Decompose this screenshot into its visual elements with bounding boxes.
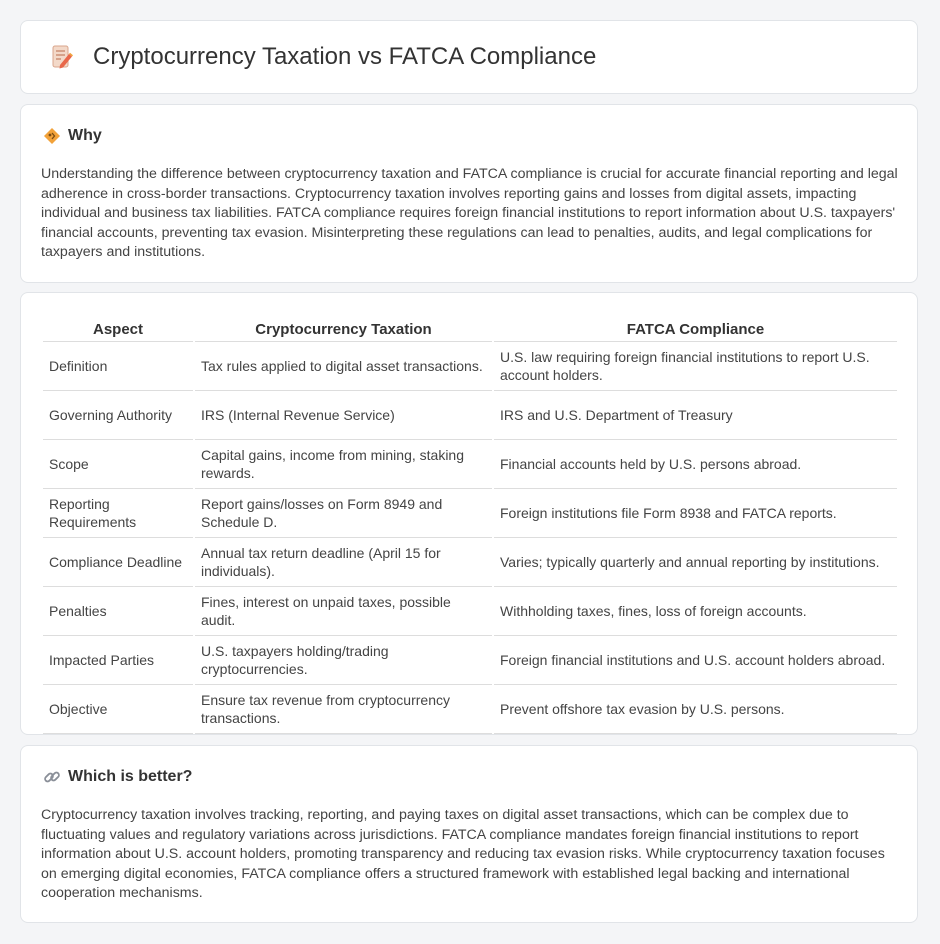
comparison-table-card: [20, 292, 918, 735]
crypto-cell: Annual tax return deadline (April 15 for individuals).: [195, 538, 492, 587]
crypto-cell: Fines, interest on unpaid taxes, possible audit.: [195, 587, 492, 636]
aspect-cell: Scope: [43, 440, 193, 489]
fatca-cell: IRS and U.S. Department of Treasury: [494, 391, 897, 440]
table-row: [43, 391, 897, 440]
table-row: [43, 440, 897, 489]
why-text: Understanding the difference between cryptocurrency taxation and FATCA compliance is crucial for accurate financial reporting and legal adherence in cross-border transactions. Cryptocurrency taxation involves reporting gains and losses from digital assets, impacting individual and business tax liabilities. FATCA compliance requires foreign financial institutions to report information about U.S. taxpayers' financial accounts, preventing tax evasion. Misinterpreting these regulations can lead to penalties, audits, and legal complications for taxpayers and institutions.: [41, 166, 898, 261]
crypto-cell: U.S. taxpayers holding/trading cryptocurrencies.: [195, 636, 492, 685]
aspect-cell: Objective: [43, 685, 193, 734]
link-icon: [43, 768, 61, 786]
page-title: Cryptocurrency Taxation vs FATCA Compliance: [93, 43, 597, 70]
crypto-cell: Capital gains, income from mining, staking rewards.: [195, 440, 492, 489]
crypto-cell: Report gains/losses on Form 8949 and Schedule D.: [195, 489, 492, 538]
aspect-cell: Governing Authority: [43, 391, 193, 440]
table-row: [43, 489, 897, 538]
column-header-crypto: Cryptocurrency Taxation: [195, 313, 492, 342]
table-row: [43, 685, 897, 734]
aspect-cell: Reporting Requirements: [43, 489, 193, 538]
better-heading: Which is better?: [68, 768, 193, 785]
document-pencil-icon: [47, 43, 75, 71]
fatca-cell: Financial accounts held by U.S. persons abroad.: [494, 440, 897, 489]
table-row: [43, 342, 897, 391]
column-header-aspect: Aspect: [43, 313, 193, 342]
why-heading: Why: [68, 127, 102, 144]
column-header-fatca: FATCA Compliance: [494, 313, 897, 342]
fatca-cell: Varies; typically quarterly and annual reporting by institutions.: [494, 538, 897, 587]
table-header-row: [43, 313, 897, 342]
table-row: [43, 636, 897, 685]
which-is-better-section: [20, 745, 918, 923]
aspect-cell: Impacted Parties: [43, 636, 193, 685]
diamond-sign-icon: [43, 127, 61, 145]
comparison-table: [41, 313, 899, 734]
table-row: [43, 587, 897, 636]
crypto-cell: IRS (Internal Revenue Service): [195, 391, 492, 440]
aspect-cell: Compliance Deadline: [43, 538, 193, 587]
fatca-cell: Foreign financial institutions and U.S. account holders abroad.: [494, 636, 897, 685]
table-row: [43, 538, 897, 587]
aspect-cell: Penalties: [43, 587, 193, 636]
aspect-cell: Definition: [43, 342, 193, 391]
why-section: [20, 104, 918, 283]
title-card: [20, 20, 918, 94]
fatca-cell: U.S. law requiring foreign financial institutions to report U.S. account holders.: [494, 342, 897, 391]
fatca-cell: Withholding taxes, fines, loss of foreign accounts.: [494, 587, 897, 636]
better-text: Cryptocurrency taxation involves tracking, reporting, and paying taxes on digital asset transactions, which can be complex due to fluctuating values and regulatory variations across jurisdictions. FATCA compliance mandates foreign financial institutions to report information about U.S. account holders, promoting transparency and reducing tax evasion risks. While cryptocurrency taxation focuses on emerging digital economies, FATCA compliance offers a structured framework with established legal backing and international cooperation mechanisms.: [41, 807, 885, 902]
crypto-cell: Tax rules applied to digital asset transactions.: [195, 342, 492, 391]
crypto-cell: Ensure tax revenue from cryptocurrency transactions.: [195, 685, 492, 734]
fatca-cell: Foreign institutions file Form 8938 and FATCA reports.: [494, 489, 897, 538]
fatca-cell: Prevent offshore tax evasion by U.S. persons.: [494, 685, 897, 734]
